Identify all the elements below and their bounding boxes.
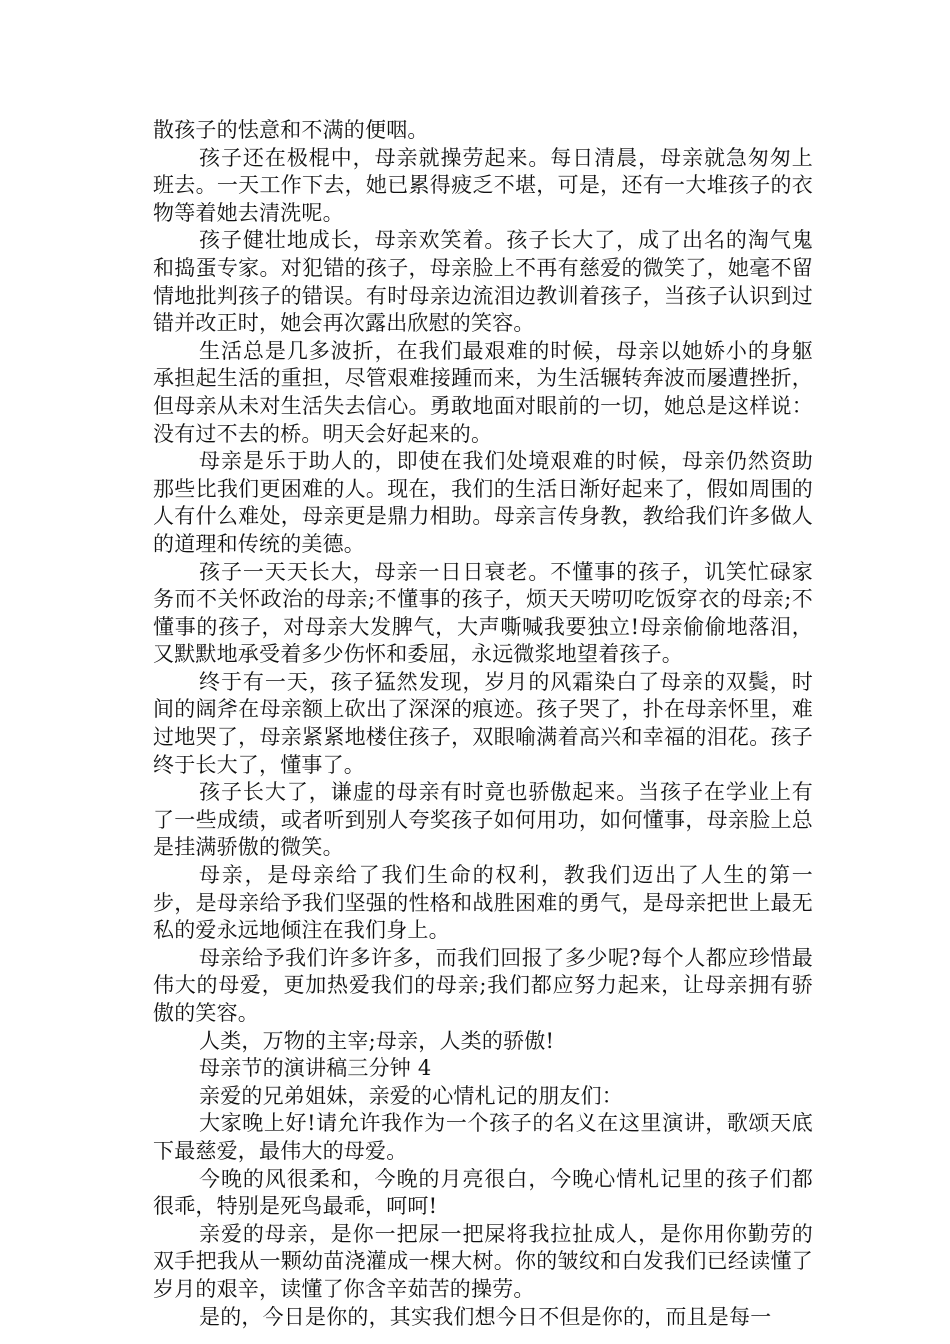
paragraph: 散孩子的怯意和不满的便咽。 bbox=[153, 118, 429, 142]
paragraph: 孩子一天天长大，母亲一日日衰老。不懂事的孩子，讥笑忙碌家务而不关怀政治的母亲;不懂事的孩子，烦天天唠叨吃饭穿衣的母亲;不懂事的孩子，对母亲大发脾气，大声嘶喊我要独立!母亲偷偷地落泪，又默默地承受着多少伤怀和委屈，永远微浆地望着孩子。 bbox=[153, 559, 813, 667]
paragraph: 生活总是几多波折，在我们最艰难的时候，母亲以她娇小的身躯承担起生活的重担，尽管艰难接踵而来，为生活辗转奔波而屡遭挫折，但母亲从未对生活失去信心。勇敢地面对眼前的一切，她总是这样说：没有过不去的桥。明天会好起来的。 bbox=[153, 338, 813, 446]
paragraph: 孩子长大了，谦虚的母亲有时竟也骄傲起来。当孩子在学业上有了一些成绩，或者听到别人夸奖孩子如何用功，如何懂事，母亲脸上总是挂满骄傲的微笑。 bbox=[153, 780, 813, 860]
paragraph: 今晚的风很柔和，今晚的月亮很白，今晚心情札记里的孩子们都很乖，特别是死鸟最乖，呵呵! bbox=[153, 1166, 813, 1219]
paragraph: 终于有一天，孩子猛然发现，岁月的风霜染白了母亲的双鬓，时间的阔斧在母亲额上砍出了深深的痕迹。孩子哭了，扑在母亲怀里，难过地哭了，母亲紧紧地楼住孩子，双眼喻满着高兴和幸福的泪花。孩子终于长大了，懂事了。 bbox=[153, 669, 813, 777]
paragraph: 母亲是乐于助人的，即使在我们处境艰难的时候，母亲仍然资助那些比我们更困难的人。现在，我们的生活日渐好起来了，假如周围的人有什么难处，母亲更是鼎力相助。母亲言传身教，教给我们许多做人的道理和传统的美德。 bbox=[153, 449, 813, 556]
paragraph: 人类，万物的主宰;母亲，人类的骄傲! bbox=[199, 1028, 555, 1053]
section-heading: 母亲节的演讲稿三分钟 4 bbox=[199, 1056, 432, 1081]
paragraph: 亲爱的母亲，是你一把尿一把屎将我拉扯成人，是你用你勤劳的双手把我从一颗幼苗浇灌成一棵大树。你的皱纹和白发我们已经读懂了岁月的艰辛，读懂了你含辛茹苦的操劳。 bbox=[153, 1221, 813, 1301]
salutation: 亲爱的兄弟姐妹，亲爱的心情札记的朋友们： bbox=[199, 1083, 623, 1108]
paragraph: 母亲给予我们许多许多，而我们回报了多少呢?每个人都应珍惜最伟大的母爱，更加热爱我们的母亲;我们都应努力起来，让母亲拥有骄傲的笑容。 bbox=[153, 945, 813, 1025]
paragraph: 是的，今日是你的，其实我们想今日不但是你的，而且是每一 bbox=[199, 1304, 772, 1329]
paragraph: 母亲，是母亲给了我们生命的权利，教我们迈出了人生的第一步，是母亲给予我们坚强的性格和战胜困难的勇气，是母亲把世上最无私的爱永远地倾注在我们身上。 bbox=[153, 863, 813, 943]
paragraph: 孩子健壮地成长，母亲欢笑着。孩子长大了，成了出名的淘气鬼和捣蛋专家。对犯错的孩子，母亲脸上不再有慈爱的微笑了，她毫不留情地批判孩子的错误。有时母亲边流泪边教训着孩子，当孩子认识到过错并改正时，她会再次露出欣慰的笑容。 bbox=[153, 228, 813, 336]
paragraph: 孩子还在极棍中，母亲就操劳起来。每日清晨，母亲就急匆匆上班去。一天工作下去，她已累得疲乏不堪，可是，还有一大堆孩子的衣物等着她去清洗呢。 bbox=[153, 145, 813, 225]
paragraph: 大家晚上好!请允许我作为一个孩子的名义在这里演讲，歌颂天底下最慈爱，最伟大的母爱。 bbox=[153, 1111, 813, 1163]
document-body bbox=[153, 117, 813, 1331]
